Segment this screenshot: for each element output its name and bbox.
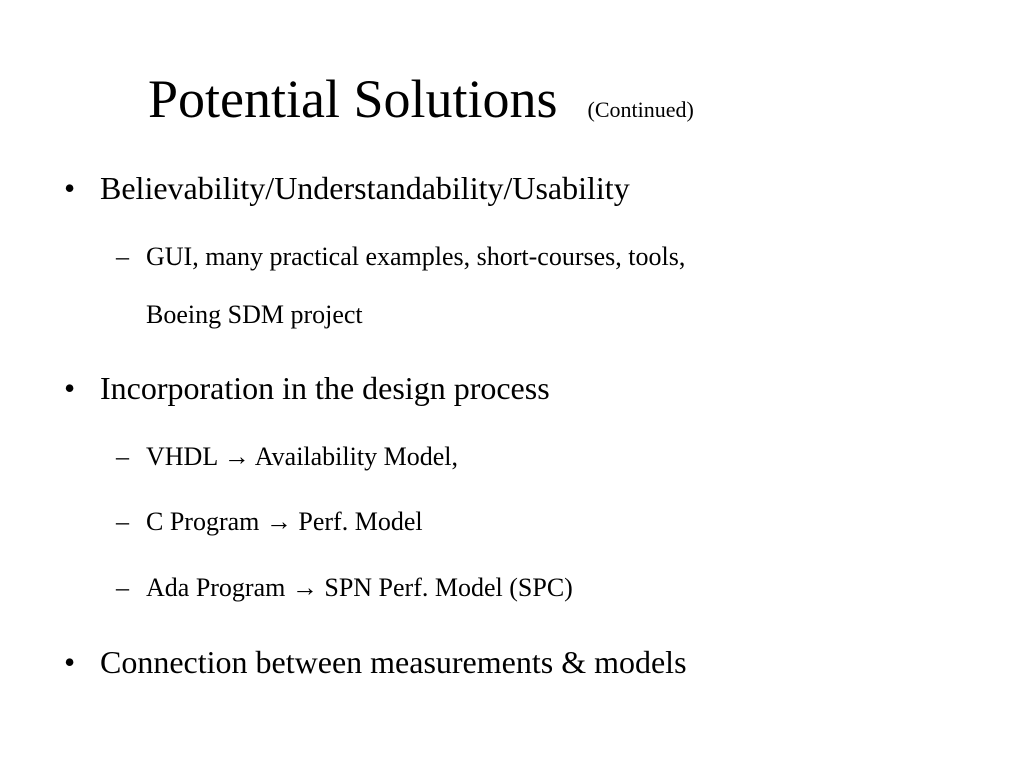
sub-item [116, 444, 458, 470]
sub-marker: – [116, 573, 129, 602]
bullet-marker: • [64, 170, 76, 206]
sub-text: VHDL → Availability Model, [146, 442, 458, 471]
sub-marker: – [116, 442, 129, 471]
slide-title [148, 69, 694, 129]
bullet-text: Believability/Understandability/Usability [100, 170, 630, 206]
title-main: Potential Solutions [148, 69, 558, 129]
bullet-marker: • [64, 644, 76, 680]
bullet-item [64, 646, 687, 678]
sub-item [116, 244, 685, 270]
sub-text: Ada Program → SPN Perf. Model (SPC) [146, 573, 573, 602]
bullet-item [64, 372, 550, 404]
title-subtitle: (Continued) [587, 97, 694, 122]
bullet-text: Connection between measurements & models [100, 644, 687, 680]
sub-marker: – [116, 507, 129, 536]
sub-text: GUI, many practical examples, short-courses, tools, [146, 242, 686, 271]
bullet-item [64, 172, 630, 204]
sub-text: C Program → Perf. Model [146, 507, 423, 536]
sub-item-continuation: Boeing SDM project [146, 300, 363, 329]
sub-item [116, 509, 423, 535]
bullet-marker: • [64, 370, 76, 406]
sub-marker: – [116, 242, 129, 271]
sub-item [116, 575, 573, 601]
bullet-text: Incorporation in the design process [100, 370, 550, 406]
